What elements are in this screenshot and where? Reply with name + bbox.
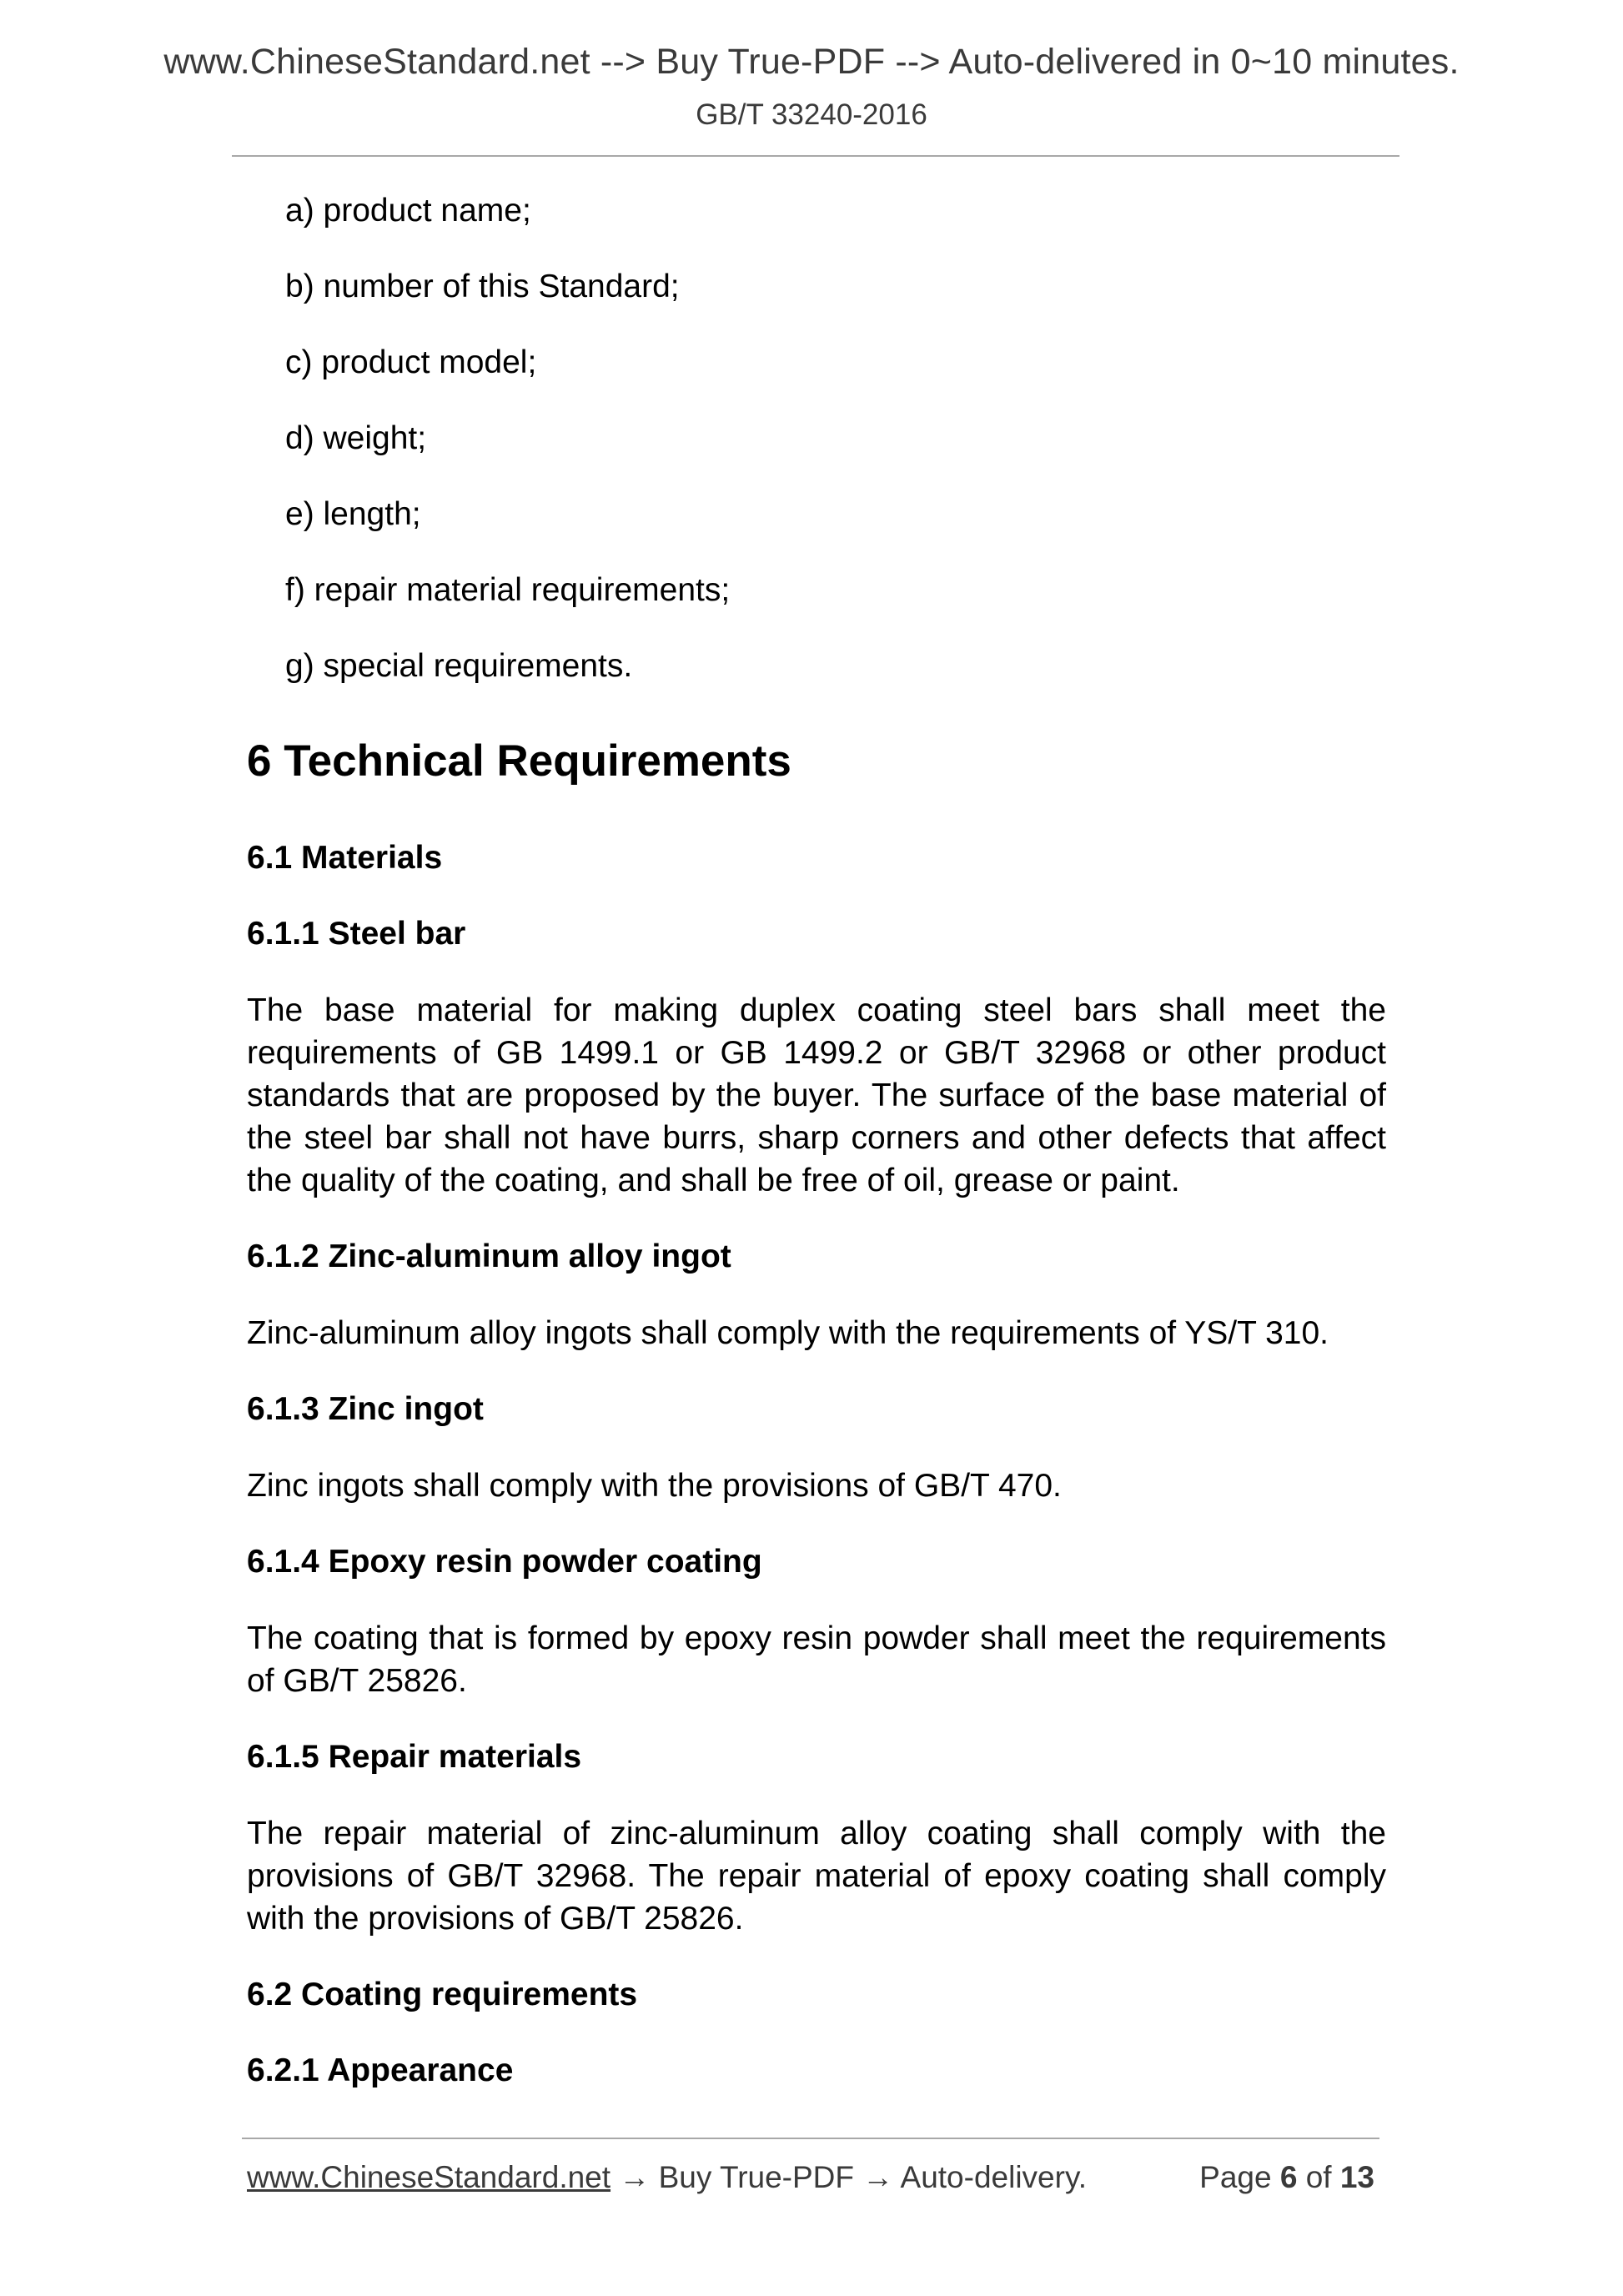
section-6-1-4-paragraph: The coating that is formed by epoxy resin powder shall meet the requirements of GB/T 25826.: [247, 1620, 1386, 1699]
footer-tagline: → Buy True-PDF → Auto-delivery.: [611, 2160, 1087, 2194]
page-current: 6: [1279, 2160, 1298, 2194]
section-6-1-2-paragraph: Zinc-aluminum alloy ingots shall comply with the requirements of YS/T 310.: [247, 1315, 1329, 1351]
standard-code: GB/T 33240-2016: [696, 98, 927, 131]
section-6-1-2-heading: 6.1.2 Zinc-aluminum alloy ingot: [247, 1238, 731, 1274]
section-6-2-heading: 6.2 Coating requirements: [247, 1977, 638, 2012]
list-item: d) weight;: [285, 420, 427, 456]
page-label: Page: [1199, 2160, 1272, 2194]
list-item: a) product name;: [285, 193, 531, 229]
section-6-1-heading: 6.1 Materials: [247, 840, 443, 876]
list-item: b) number of this Standard;: [285, 269, 680, 304]
list-item: g) special requirements.: [285, 648, 633, 684]
section-6-1-5-heading: 6.1.5 Repair materials: [247, 1739, 582, 1775]
list-item: e) length;: [285, 496, 421, 532]
section-6-2-1-heading: 6.2.1 Appearance: [247, 2052, 514, 2088]
site-banner: www.ChineseStandard.net --> Buy True-PDF --> Auto-delivered in 0~10 minutes.: [163, 42, 1460, 82]
section-6-1-1-heading: 6.1.1 Steel bar: [247, 916, 466, 952]
footer-site-link[interactable]: www.ChineseStandard.net: [247, 2160, 611, 2194]
section-6-1-4-heading: 6.1.4 Epoxy resin powder coating: [247, 1544, 762, 1580]
page-total: 13: [1339, 2160, 1374, 2194]
page-of-label: of: [1305, 2160, 1332, 2194]
section-6-1-3-paragraph: Zinc ingots shall comply with the provisions of GB/T 470.: [247, 1468, 1062, 1504]
list-item: f) repair material requirements;: [285, 572, 731, 608]
section-6-heading: 6 Technical Requirements: [247, 736, 791, 786]
section-6-1-1-paragraph: The base material for making duplex coating steel bars shall meet the requirements of GB 1499.1 or GB 1499.2 or GB/T 32968 or other product standards that are proposed by the buyer. The surface of the base material of the steel bar shall not have burrs, sharp corners and other defects that affect the quality of the coating, and shall be free of oil, grease or paint.: [247, 992, 1386, 1198]
page-number: [1199, 2160, 1374, 2195]
footer-divider: [242, 2138, 1379, 2139]
list-item: c) product model;: [285, 344, 537, 380]
footer-left: [247, 2160, 1087, 2195]
document-body: [247, 190, 1386, 2126]
header-divider: [232, 155, 1399, 157]
section-6-1-5-paragraph: The repair material of zinc-aluminum alloy coating shall comply with the provisions of GB/T 32968. The repair material of epoxy coating shall comply with the provisions of GB/T 25826.: [247, 1816, 1386, 1937]
section-6-1-3-heading: 6.1.3 Zinc ingot: [247, 1391, 484, 1427]
